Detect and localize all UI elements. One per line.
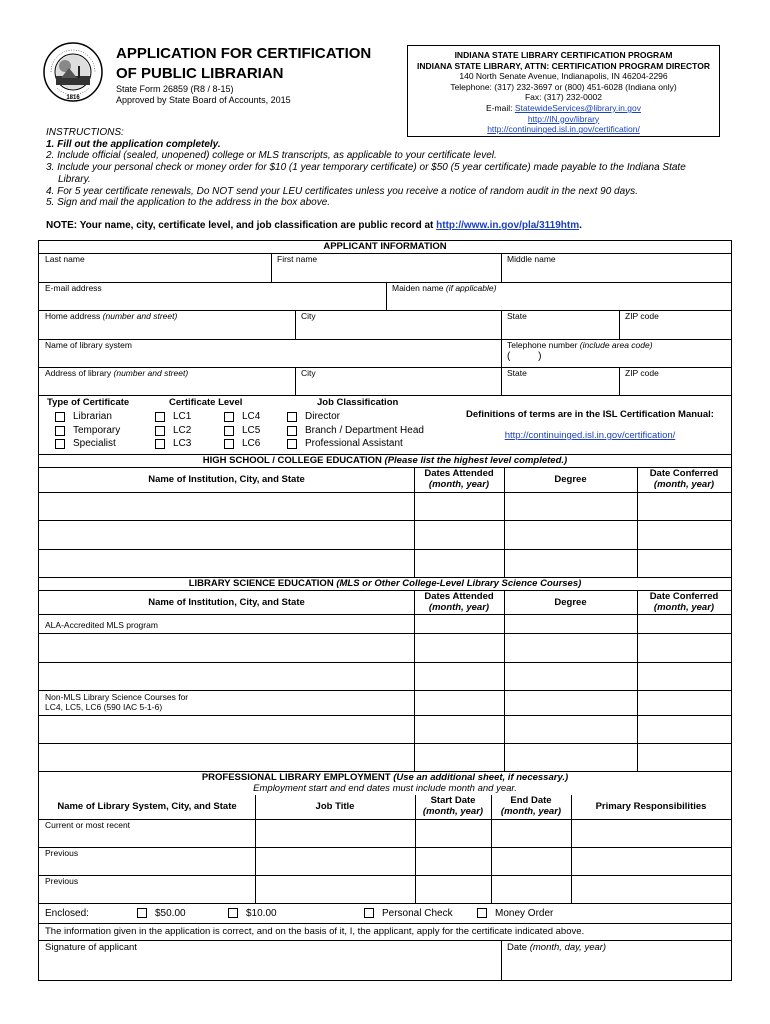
emp-col-end: End Date (month, year) — [500, 795, 562, 817]
lc3-checkbox[interactable] — [155, 439, 165, 449]
temporary-checkbox[interactable] — [55, 426, 65, 436]
branch-head-label: Branch / Department Head — [305, 425, 424, 436]
address-line-4: Telephone: (317) 232-3697 or (800) 451-6028 (Indiana only) — [450, 81, 677, 92]
title-line-2: OF PUBLIC LIBRARIAN — [116, 65, 284, 82]
lc1-label: LC1 — [173, 411, 192, 422]
instructions-heading: INSTRUCTIONS: — [46, 127, 124, 138]
hs-col-conferred: Date Conferred (month, year) — [649, 468, 719, 490]
emp-col-title: Job Title — [315, 801, 355, 812]
emp-col-start: Start Date (month, year) — [422, 795, 484, 817]
ten-dollar-checkbox[interactable] — [228, 908, 238, 918]
lc5-checkbox[interactable] — [224, 426, 234, 436]
lc3-label: LC3 — [173, 438, 192, 449]
library-zip-label: ZIP code — [625, 368, 659, 378]
instruction-item: 1. Fill out the application completely. — [46, 138, 221, 150]
email-address-label: E-mail address — [45, 283, 102, 293]
hs-col-institution: Name of Institution, City, and State — [148, 474, 305, 485]
hs-row — [39, 520, 731, 521]
note-end: . — [579, 220, 582, 231]
non-mls-label: Non-MLS Library Science Courses for LC4, LC5, LC6 (590 IAC 5-1-6) — [45, 692, 189, 712]
maiden-name-label: Maiden name (if applicable) — [392, 283, 497, 293]
employment-heading: PROFESSIONAL LIBRARY EMPLOYMENT (Use an additional sheet, if necessary.) — [201, 772, 569, 783]
form-number: State Form 26859 (R8 / 8-15) — [116, 84, 234, 94]
librarian-label: Librarian — [73, 411, 112, 422]
money-order-label: Money Order — [495, 908, 554, 919]
librarian-checkbox[interactable] — [55, 412, 65, 422]
note-text: NOTE: Your name, city, certificate level, and job classification are public record at — [46, 220, 437, 231]
telephone-label: Telephone number (include area code) — [507, 340, 653, 350]
ala-mls-label: ALA-Accredited MLS program — [45, 620, 158, 630]
fifty-dollar-checkbox[interactable] — [137, 908, 147, 918]
home-address-label: Home address (number and street) — [45, 311, 178, 321]
definitions-text: Definitions of terms are in the ISL Certification Manual: — [466, 409, 714, 420]
signature-label: Signature of applicant — [45, 942, 137, 953]
state-seal-logo — [43, 42, 103, 102]
first-name-label: First name — [277, 254, 318, 264]
lc4-label: LC4 — [242, 411, 261, 422]
instructions — [46, 127, 736, 209]
money-order-checkbox[interactable] — [477, 908, 487, 918]
branch-head-checkbox[interactable] — [287, 426, 297, 436]
employment-subheading: Employment start and end dates must include month and year. — [253, 783, 517, 794]
professional-assistant-label: Professional Assistant — [305, 438, 403, 449]
instruction-item: Library. — [58, 173, 91, 185]
instruction-item: 4. For 5 year certificate renewals, Do NOT send your LEU certificates unless you receive a notice of random audit in the next 90 days. — [46, 185, 638, 197]
lc6-label: LC6 — [242, 438, 261, 449]
area-code-parens: ( ) — [507, 351, 542, 362]
certification-statement: The information given in the application is correct, and on the basis of it, I, the applicant, apply for the certificate indicated above. — [45, 926, 585, 937]
specialist-checkbox[interactable] — [55, 439, 65, 449]
ten-dollar-label: $10.00 — [246, 908, 277, 919]
instruction-item: 3. Include your personal check or money order for $10 (1 year temporary certificate) or $50 (5 year certificate) made payable to the Indiana State — [46, 162, 686, 174]
applicant-heading: APPLICANT INFORMATION — [323, 241, 447, 252]
lc2-checkbox[interactable] — [155, 426, 165, 436]
ls-col-conferred: Date Conferred (month, year) — [649, 591, 719, 613]
home-zip-label: ZIP code — [625, 311, 659, 321]
address-line-5: Fax: (317) 232-0002 — [524, 92, 603, 103]
middle-name-label: Middle name — [507, 254, 556, 264]
library-city-label: City — [301, 368, 316, 378]
emp-row-previous-2: Previous — [45, 876, 79, 886]
home-state-label: State — [507, 311, 527, 321]
hs-row — [39, 549, 731, 550]
ls-col-degree: Degree — [554, 597, 587, 608]
emp-col-system: Name of Library System, City, and State — [57, 801, 237, 812]
mailing-address-box — [407, 45, 720, 137]
email-link[interactable]: StatewideServices@library.in.gov — [514, 102, 641, 113]
form-subtitle — [116, 84, 291, 106]
ls-col-institution: Name of Institution, City, and State — [148, 597, 305, 608]
enclosed-label: Enclosed: — [45, 908, 89, 919]
lc2-label: LC2 — [173, 425, 192, 436]
email-label: E-mail: — [486, 102, 513, 113]
address-line-3: 140 North Senate Avenue, Indianapolis, IN 46204-2296 — [459, 71, 668, 82]
hs-col-degree: Degree — [554, 474, 587, 485]
job-classification-heading: Job Classification — [317, 397, 399, 408]
hs-college-heading: HIGH SCHOOL / COLLEGE EDUCATION (Please list the highest level completed.) — [202, 455, 568, 466]
personal-check-checkbox[interactable] — [364, 908, 374, 918]
public-record-link[interactable]: http://www.in.gov/pla/3119htm — [436, 220, 580, 231]
certificate-level-heading: Certificate Level — [169, 397, 243, 408]
fifty-dollar-label: $50.00 — [155, 908, 186, 919]
application-form — [38, 240, 732, 981]
lc6-checkbox[interactable] — [224, 439, 234, 449]
library-state-label: State — [507, 368, 527, 378]
emp-row-previous-1: Previous — [45, 848, 79, 858]
signature-date-label: Date (month, day, year) — [507, 942, 607, 953]
title-line-1: APPLICATION FOR CERTIFICATION — [116, 45, 372, 62]
personal-check-label: Personal Check — [382, 908, 453, 919]
approval-text: Approved by State Board of Accounts, 2015 — [116, 95, 291, 105]
last-name-label: Last name — [45, 254, 85, 264]
emp-col-resp: Primary Responsibilities — [595, 801, 707, 812]
form-title — [116, 44, 371, 84]
emp-row-current: Current or most recent — [45, 820, 131, 830]
svg-text:1816: 1816 — [66, 95, 80, 101]
instruction-item: 5. Sign and mail the application to the address in the box above. — [46, 197, 331, 209]
professional-assistant-checkbox[interactable] — [287, 439, 297, 449]
temporary-label: Temporary — [73, 425, 121, 436]
director-checkbox[interactable] — [287, 412, 297, 422]
specialist-label: Specialist — [73, 438, 116, 449]
definitions-link[interactable]: http://continuinged.isl.in.gov/certification/ — [504, 430, 676, 441]
public-record-note — [46, 220, 582, 231]
director-label: Director — [305, 411, 341, 422]
library-science-heading: LIBRARY SCIENCE EDUCATION (MLS or Other College-Level Library Science Courses) — [188, 578, 582, 589]
type-of-certificate-heading: Type of Certificate — [47, 397, 130, 408]
address-line-1: INDIANA STATE LIBRARY CERTIFICATION PROGRAM — [454, 50, 673, 60]
lc1-checkbox[interactable] — [155, 412, 165, 422]
library-website-link[interactable]: http://IN.gov/library — [527, 113, 600, 124]
lc4-checkbox[interactable] — [224, 412, 234, 422]
home-city-label: City — [301, 311, 316, 321]
lc5-label: LC5 — [242, 425, 261, 436]
hs-col-dates: Dates Attended (month, year) — [424, 468, 494, 490]
library-system-label: Name of library system — [45, 340, 132, 350]
address-line-2: INDIANA STATE LIBRARY, ATTN: CERTIFICATION PROGRAM DIRECTOR — [417, 60, 710, 71]
library-address-label: Address of library (number and street) — [45, 368, 189, 378]
certification-website-link[interactable]: http://continuinged.isl.in.gov/certification/ — [487, 124, 640, 135]
ls-col-dates: Dates Attended (month, year) — [424, 591, 494, 613]
instruction-item: 2. Include official (sealed, unopened) college or MLS transcripts, as applicable to your certificate level. — [46, 150, 497, 162]
